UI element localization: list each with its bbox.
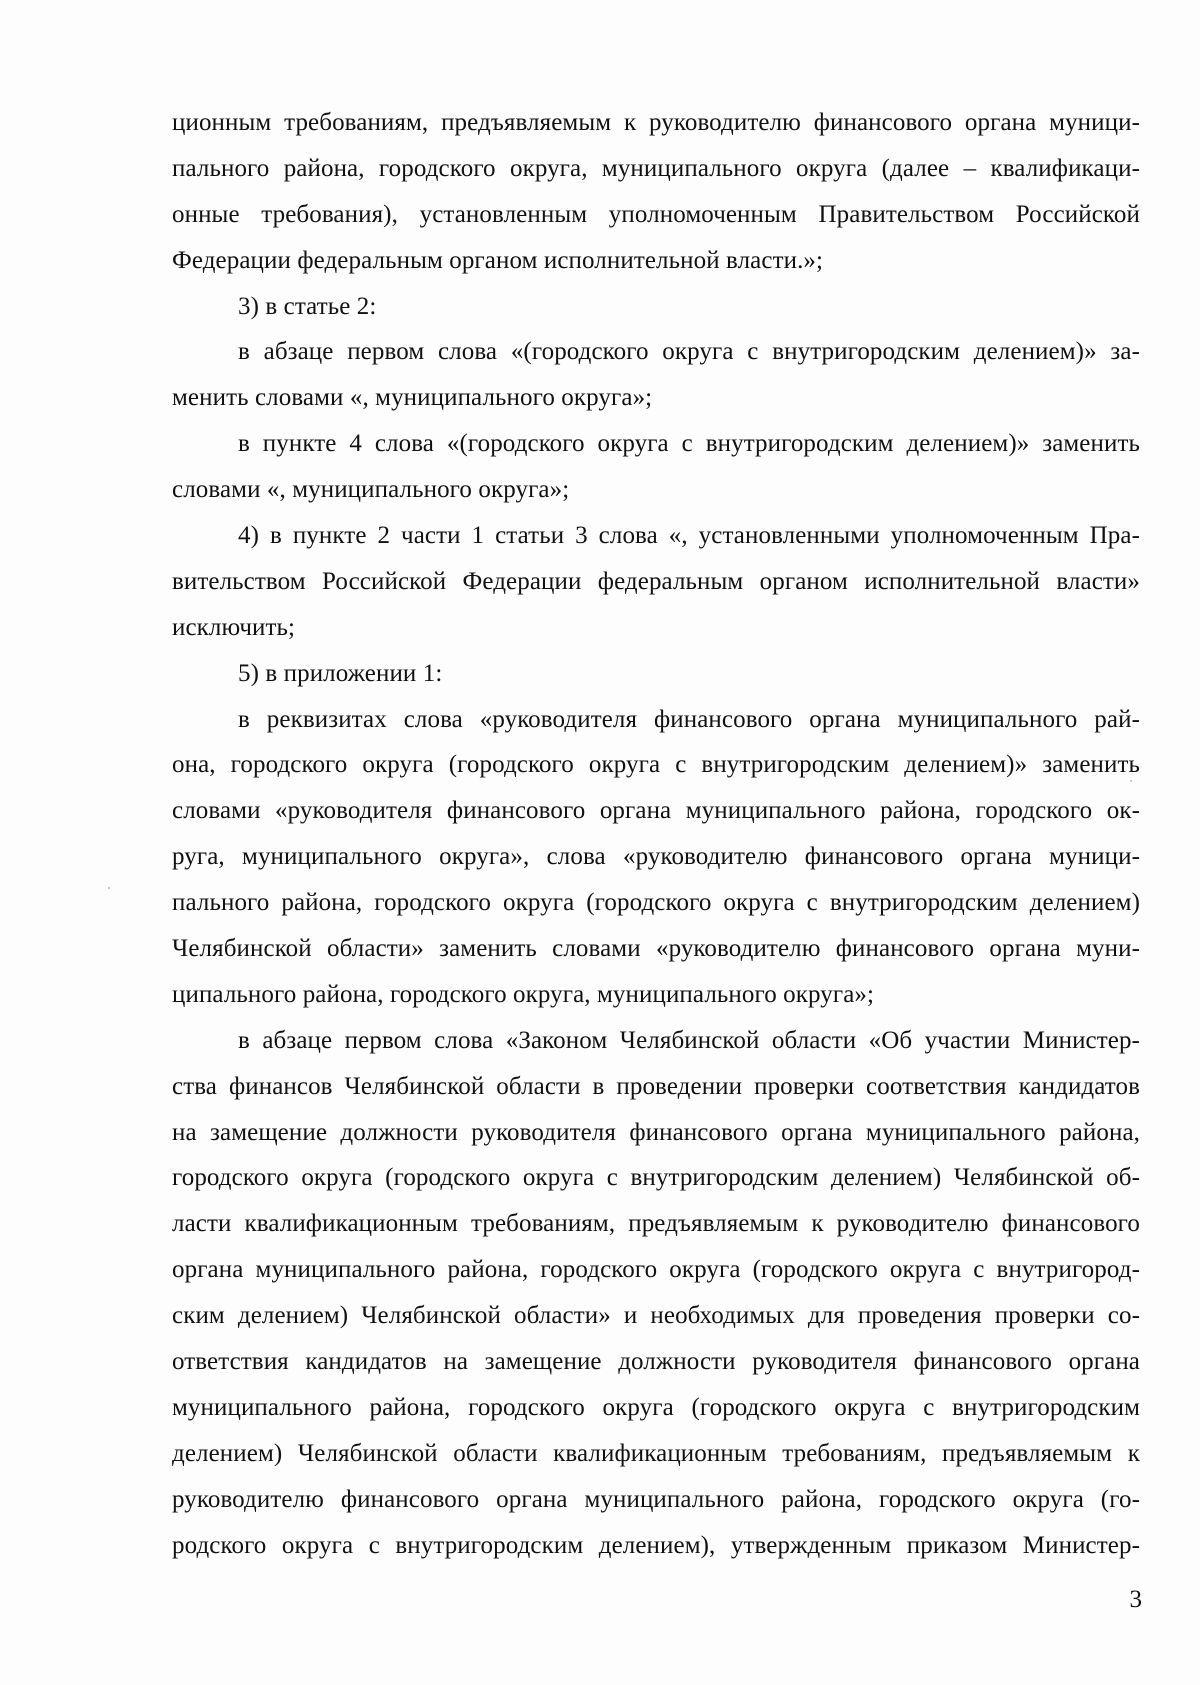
text-line: 4) в пункте 2 части 1 статьи 3 слова «, установленными уполномоченным Пра- [238,522,1140,550]
text-line: городского округа (городского округа с внутригородским делением) Челябинской об- [172,1164,1140,1192]
body-text [172,100,1140,1569]
text-line: пального района, городского округа (городского округа с внутригородским делением) [172,889,1140,917]
text-line: ципального района, городского округа, муниципального округа»; [172,980,875,1008]
text-line: ласти квалификационным требованиям, предъявляемым к руководителю финансового [172,1210,1140,1238]
text-line: органа муниципального района, городского округа (городского округа с внутригород- [172,1256,1140,1284]
text-line: Челябинской области» заменить словами «руководителю финансового органа муни- [172,935,1140,963]
text-line: в пункте 4 слова «(городского округа с внутригородским делением)» заменить [238,430,1140,458]
text-line: словами «руководителя финансового органа муниципального района, городского ок- [172,797,1140,825]
text-line: Федерации федеральным органом исполнительной власти.»; [172,246,824,274]
text-line: муниципального района, городского округа (городского округа с внутригородским [172,1393,1140,1421]
text-line: она, городского округа (городского округа с внутригородским делением)» заменить [172,751,1140,779]
text-line: пального района, городского округа, муниципального округа (далее – квалификаци- [172,154,1140,182]
text-line: ским делением) Челябинской области» и необходимых для проведения проверки со- [172,1302,1140,1330]
text-line: вительством Российской Федерации федеральным органом исполнительной власти» [172,567,1140,595]
page-number: 3 [1129,1586,1142,1613]
text-line: руга, муниципального округа», слова «руководителю финансового органа муници- [172,843,1140,871]
scan-speck [108,887,110,889]
text-line: ства финансов Челябинской области в проведении проверки соответствия кандидатов [172,1072,1140,1100]
text-line: в реквизитах слова «руководителя финансового органа муниципального рай- [238,705,1140,733]
text-line: делением) Челябинской области квалификационным требованиям, предъявляемым к [172,1439,1140,1467]
text-line: в абзаце первом слова «Законом Челябинской области «Об участии Министер- [238,1026,1140,1054]
text-line: менить словами «, муниципального округа»; [172,384,653,412]
text-line: 3) в статье 2: [238,292,377,320]
text-line: в абзаце первом слова «(городского округа с внутригородским делением)» за- [238,338,1140,366]
text-line: ционным требованиям, предъявляемым к руководителю финансового органа муници- [172,109,1140,136]
text-line: руководителю финансового органа муниципального района, городского округа (го- [172,1485,1140,1513]
text-line: 5) в приложении 1: [238,659,443,687]
text-line: родского округа с внутригородским делением), утвержденным приказом Министер- [172,1531,1140,1559]
text-line: словами «, муниципального округа»; [172,476,570,504]
text-line: исключить; [172,613,296,641]
text-line: на замещение должности руководителя финансового органа муниципального района, [172,1118,1140,1146]
text-line: ответствия кандидатов на замещение должности руководителя финансового органа [172,1348,1140,1376]
scan-speck [1130,780,1132,782]
text-line: онные требования), установленным уполномоченным Правительством Российской [172,200,1140,228]
